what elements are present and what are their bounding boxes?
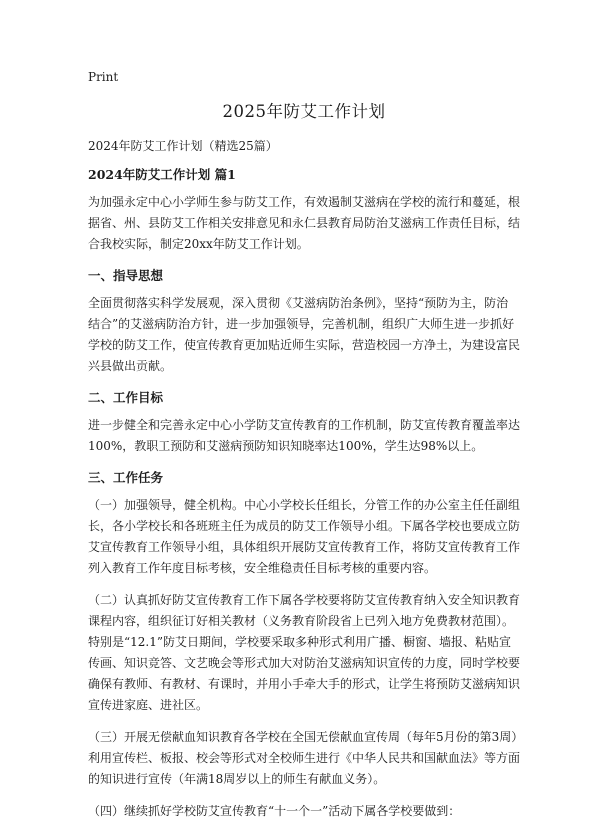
- paragraph-guiding-ideology: 全面贯彻落实科学发展观，深入贯彻《艾滋病防治条例》，坚持“预防为主，防治结合”的艾滋病防治方针，进一步加强领导，完善机制，组织广大师生进一步抓好学校的防艾工作，使宣传教育更加贴近师生实际，营造校园一方净土，为建设富民兴县做出贡献。: [88, 296, 521, 373]
- heading-guiding-ideology: 一、指导思想: [88, 268, 164, 283]
- section-title: 2024年防艾工作计划 篇1: [88, 167, 236, 182]
- heading-work-tasks: 三、工作任务: [88, 470, 164, 485]
- document-body: [88, 98, 520, 831]
- task-paragraph-1: （一）加强领导，健全机构。中心小学校长任组长，分管工作的办公室主任任副组长，各小学校长和各班班主任为成员的防艾工作领导小组。下属各学校也要成立防艾宣传教育工作领导小组，具体组织开展防艾宣传教育工作，将防艾宣传教育工作列入教育工作年度目标考核，安全维稳责任目标考核的重要内容。: [88, 498, 521, 575]
- page-title: 2025年防艾工作计划: [222, 102, 386, 121]
- print-link[interactable]: Print: [88, 70, 119, 84]
- task-paragraph-4: （四）继续抓好学校防艾宣传教育“十一个一”活动下属各学校要做到：: [88, 804, 461, 818]
- document-subtitle: 2024年防艾工作计划（精选25篇）: [88, 139, 278, 153]
- task-paragraph-2: （二）认真抓好防艾宣传教育工作下属各学校要将防艾宣传教育纳入安全知识教育课程内容，组织征订好相关教材（义务教育阶段省上已列入地方免费教材范围）。特别是“12.1”防艾日期间，学校要采取多种形式利用广播、橱窗、墙报、粘贴宣传画、知识竞答、文艺晚会等形式加大对防治艾滋病知识宣传的力度，同时学校要确保有教师、有教材、有课时，并用小手牵大手的形式，让学生将预防艾滋病知识宣传进家庭、进社区。: [88, 593, 521, 712]
- heading-work-goals: 二、工作目标: [88, 390, 164, 405]
- task-paragraph-3: （三）开展无偿献血知识教育各学校在全国无偿献血宣传周（每年5月份的第3周）利用宣传栏、板报、校会等形式对全校师生进行《中华人民共和国献血法》等方面的知识进行宣传（年满18周岁以上的师生有献血义务）。: [88, 730, 521, 786]
- intro-paragraph: 为加强永定中心小学师生参与防艾工作，有效遏制艾滋病在学校的流行和蔓延，根据省、州、县防艾工作相关安排意见和永仁县教育局防治艾滋病工作责任目标，结合我校实际，制定20xx年防艾工作计划。: [88, 195, 521, 251]
- paragraph-work-goals: 进一步健全和完善永定中心小学防艾宣传教育的工作机制，防艾宣传教育覆盖率达100%，教职工预防和艾滋病预防知识知晓率达100%，学生达98%以上。: [88, 418, 521, 453]
